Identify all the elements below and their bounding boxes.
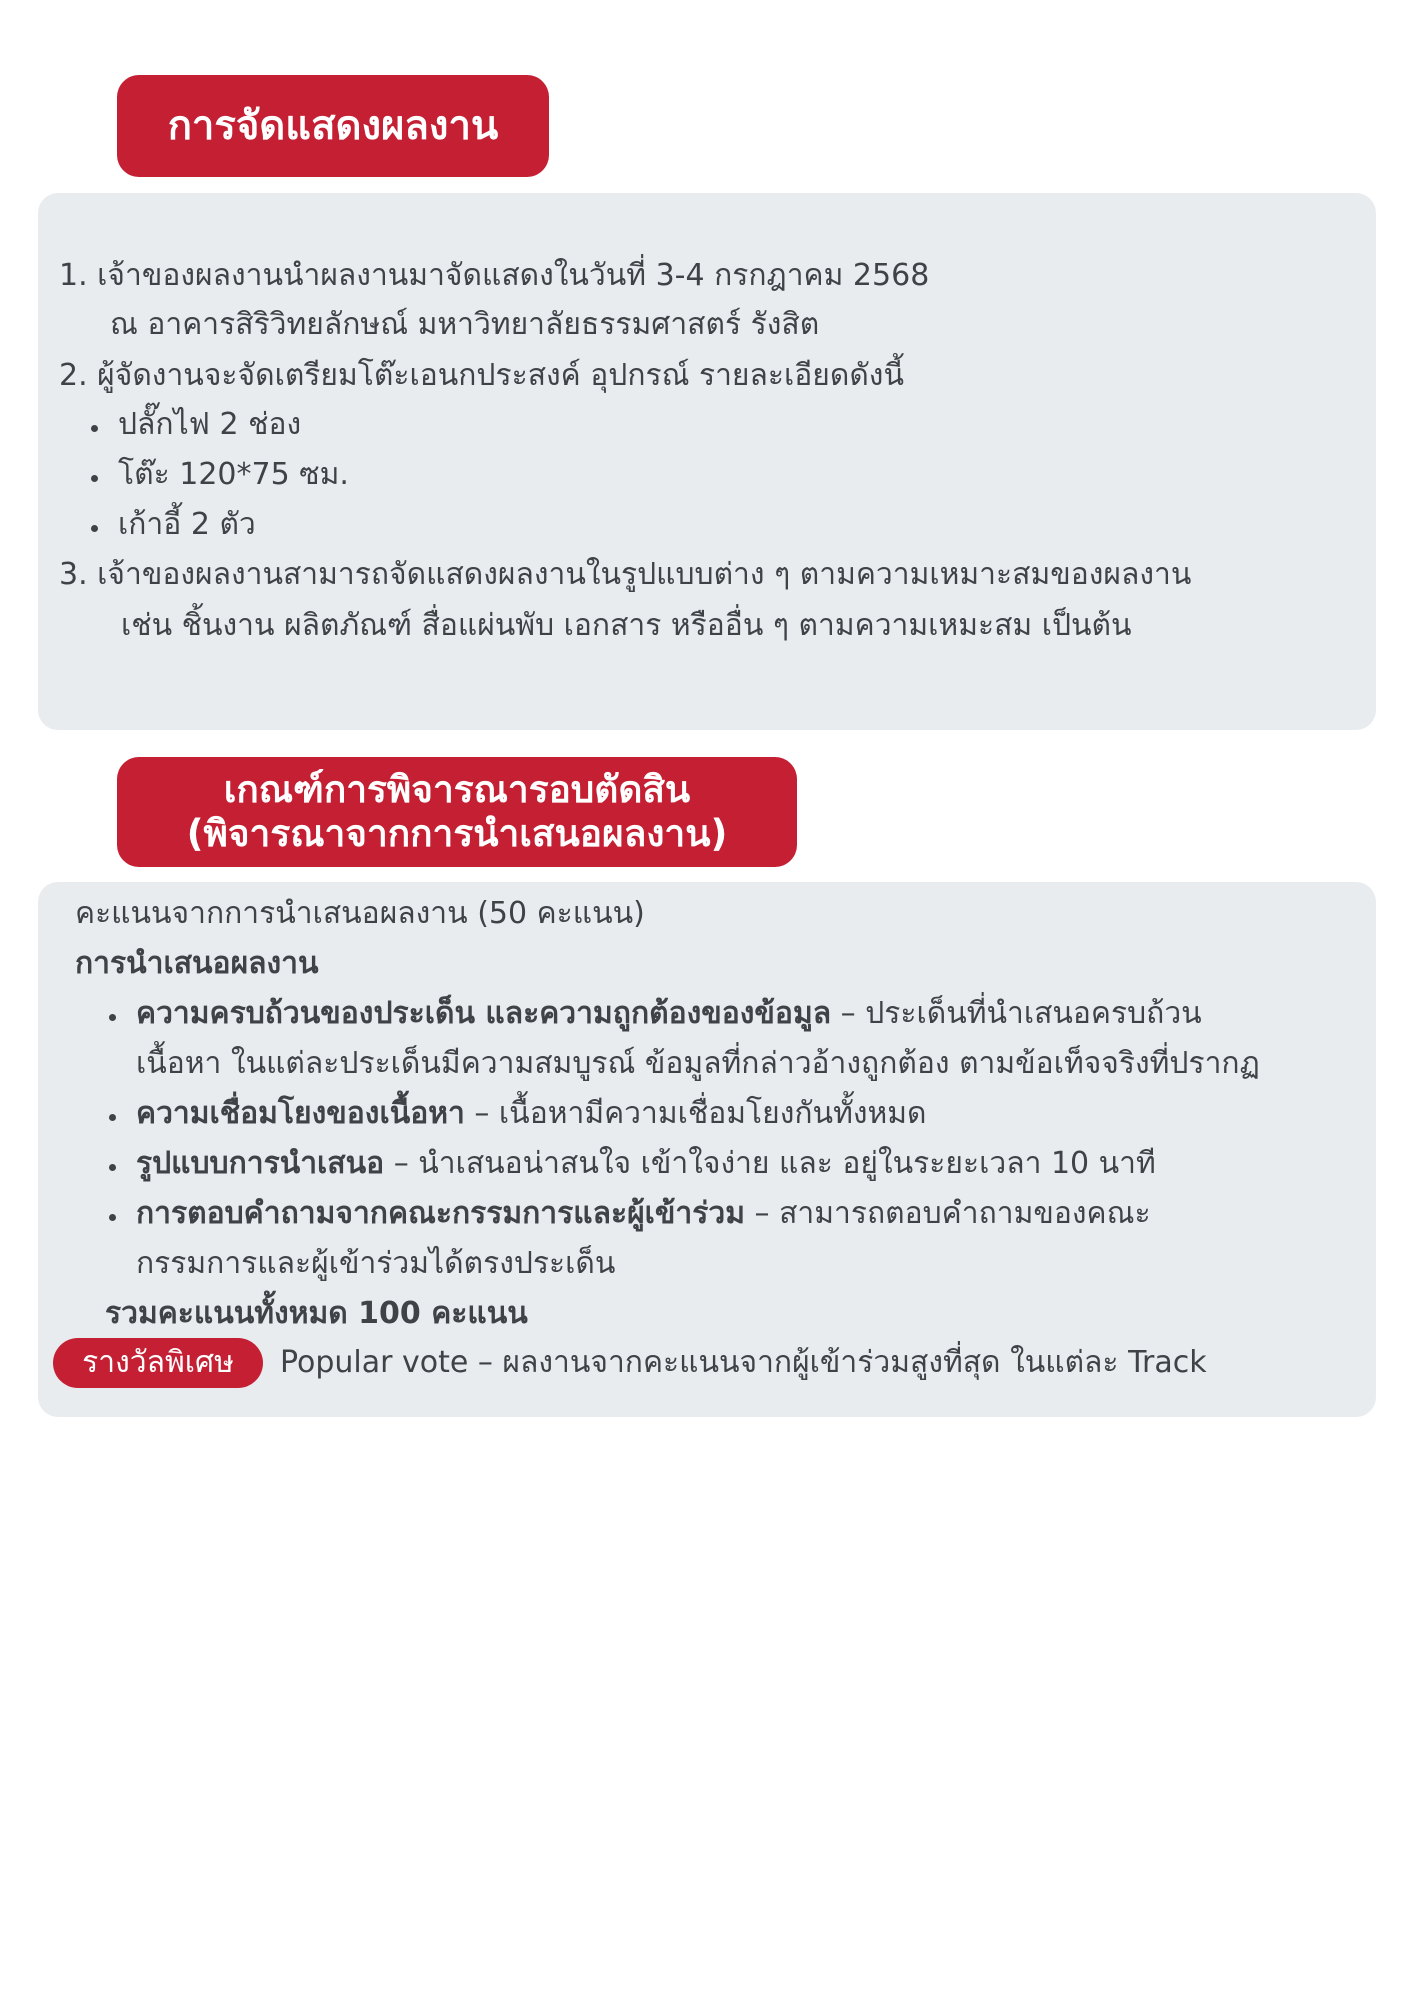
section-title-criteria-line1: เกณฑ์การพิจารณารอบตัดสิน xyxy=(223,767,691,811)
criterion-item xyxy=(136,1194,1151,1234)
item-text-continuation: เช่น ชิ้นงาน ผลิตภัณฑ์ สื่อแผ่นพับ เอกสาร หรืออื่น ๆ ตามความเหมะสม เป็นต้น xyxy=(121,608,1132,643)
equipment-item: เก้าอี้ 2 ตัว xyxy=(118,507,256,542)
criterion-desc: – เนื้อหามีความเชื่อมโยงกันทั้งหมด xyxy=(464,1096,927,1131)
criterion-item xyxy=(136,1144,1156,1184)
award-description: Popular vote – ผลงานจากคะแนนจากผู้เข้าร่วมสูงที่สุด ในแต่ละ Track xyxy=(280,1345,1207,1380)
bullet-dot xyxy=(91,525,98,532)
criterion-title: ความเชื่อมโยงของเนื้อหา xyxy=(136,1096,465,1131)
criterion-desc: – ประเด็นที่นำเสนอครบถ้วน xyxy=(831,996,1202,1031)
section-title-display-text: การจัดแสดงผลงาน xyxy=(167,103,499,149)
criterion-title: ความครบถ้วนของประเด็น และความถูกต้องของข้อมูล xyxy=(136,996,832,1031)
item-text: เจ้าของผลงานสามารถจัดแสดงผลงานในรูปแบบต่าง ๆ ตามความเหมาะสมของผลงาน xyxy=(97,557,1192,592)
criterion-desc: – สามารถตอบคำถามของคณะ xyxy=(745,1196,1151,1231)
criterion-title: การตอบคำถามจากคณะกรรมการและผู้เข้าร่วม xyxy=(136,1196,746,1231)
item-number: 2. xyxy=(59,358,88,393)
section-title-display xyxy=(117,75,549,177)
criterion-item xyxy=(136,1094,927,1134)
presentation-heading: การนำเสนอผลงาน xyxy=(75,946,319,981)
list-item xyxy=(59,555,1191,595)
award-badge: รางวัลพิเศษ xyxy=(53,1338,263,1388)
list-item xyxy=(59,256,929,296)
bullet-dot xyxy=(109,1114,116,1121)
list-item xyxy=(59,356,904,396)
bullet-dot xyxy=(91,475,98,482)
criterion-desc-continuation: กรรมการและผู้เข้าร่วมได้ตรงประเด็น xyxy=(136,1246,616,1281)
item-text-continuation: ณ อาคารสิริวิทยลักษณ์ มหาวิทยาลัยธรรมศาสตร์ รังสิต xyxy=(110,307,820,342)
bullet-dot xyxy=(109,1014,116,1021)
item-number: 3. xyxy=(59,557,88,592)
section-title-criteria xyxy=(117,757,797,867)
equipment-item: ปลั๊กไฟ 2 ช่อง xyxy=(118,407,302,442)
bullet-dot xyxy=(109,1164,116,1171)
item-number: 1. xyxy=(59,258,88,293)
total-score: รวมคะแนนทั้งหมด 100 คะแนน xyxy=(105,1296,528,1331)
criterion-title: รูปแบบการนำเสนอ xyxy=(136,1146,385,1181)
criterion-desc-continuation: เนื้อหา ในแต่ละประเด็นมีความสมบูรณ์ ข้อมูลที่กล่าวอ้างถูกต้อง ตามข้อเท็จจริงที่ปรากฏ xyxy=(136,1046,1260,1081)
item-text: ผู้จัดงานจะจัดเตรียมโต๊ะเอนกประสงค์ อุปกรณ์ รายละเอียดดังนี้ xyxy=(97,358,904,393)
criterion-item xyxy=(136,994,1202,1034)
item-text: เจ้าของผลงานนำผลงานมาจัดแสดงในวันที่ 3-4 กรกฎาคม 2568 xyxy=(97,258,930,293)
bullet-dot xyxy=(91,425,98,432)
criterion-desc: – นำเสนอน่าสนใจ เข้าใจง่าย และ อยู่ในระยะเวลา 10 นาที xyxy=(384,1146,1156,1181)
equipment-item: โต๊ะ 120*75 ซม. xyxy=(118,457,349,492)
section-title-criteria-line2: (พิจารณาจากการนำเสนอผลงาน) xyxy=(186,812,728,855)
bullet-dot xyxy=(109,1214,116,1221)
score-intro: คะแนนจากการนำเสนอผลงาน (50 คะแนน) xyxy=(75,896,645,931)
